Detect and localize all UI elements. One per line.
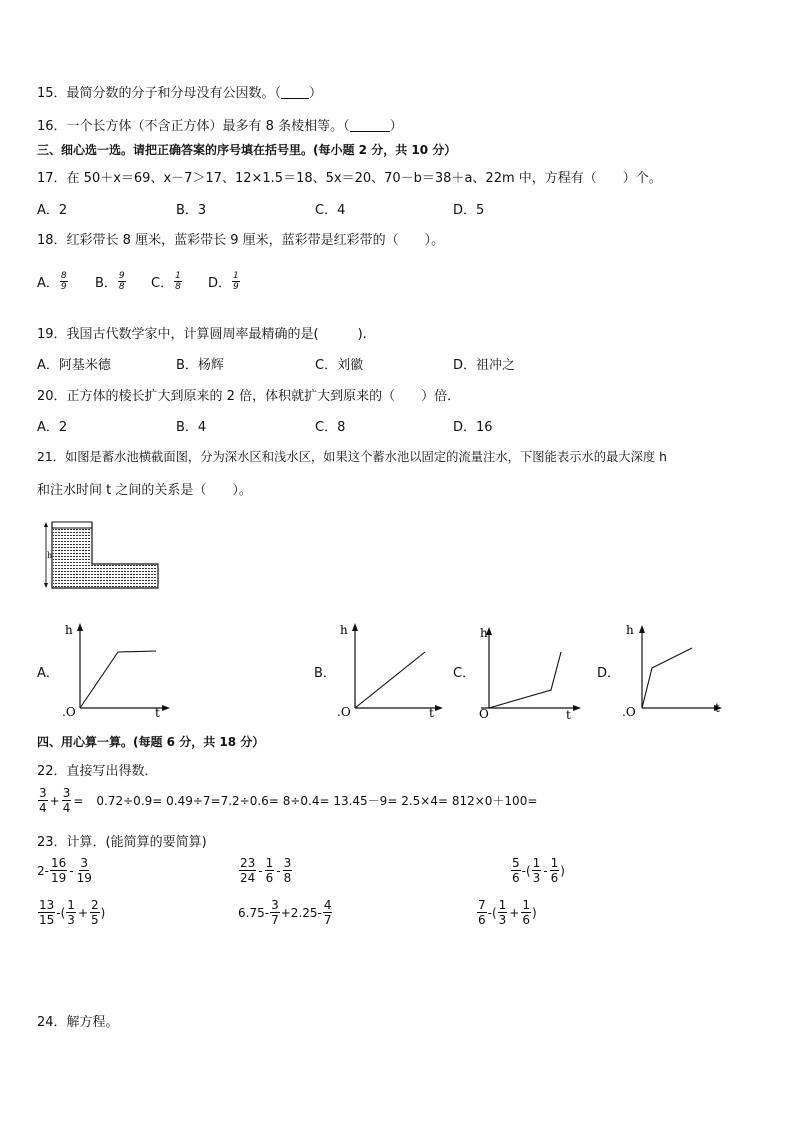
question-23: 23．计算．(能简算的要简算) <box>37 835 207 850</box>
q23-expression-5: 6.75- $\frac{3}{7}$ +2.25- $\frac{4}{7}$ <box>238 898 332 927</box>
q18-option-a[interactable]: A． $\frac{8}{9}$ <box>37 271 67 292</box>
question-21-line2: 和注水时间 t 之间的关系是（ ）。 <box>37 483 252 498</box>
origin-label: .O <box>62 705 76 719</box>
q18-option-d[interactable]: D． $\frac{1}{9}$ <box>208 271 239 292</box>
q17-option-c[interactable]: C．4 <box>315 203 346 218</box>
q17-option-a[interactable]: A．2 <box>37 203 68 218</box>
origin-label: .O <box>337 705 351 719</box>
q20-option-b[interactable]: B．4 <box>176 420 207 435</box>
q19-option-c[interactable]: C．刘徽 <box>315 358 364 373</box>
q19-option-a[interactable]: A．阿基米德 <box>37 358 111 373</box>
q23-expression-6: $\frac{7}{6}$ -( $\frac{1}{3}$ + $\frac{1}{6}$ ) <box>478 898 537 927</box>
q21-option-c-label[interactable]: C． <box>453 666 476 681</box>
section-4-title: 四、用心算一算。(每题 6 分，共 18 分） <box>37 735 265 749</box>
x-axis-label: t <box>715 701 720 715</box>
q23-expression-3: $\frac{5}{6}$ -( $\frac{1}{3}$ - $\frac{1}{6}$ ) <box>512 856 565 885</box>
section-3-title: 三、细心选一选。请把正确答案的序号填在括号里。(每小题 2 分，共 10 分） <box>37 143 457 157</box>
q23-expression-1: 2- $\frac{16}{19}$ - $\frac{3}{19}$ <box>37 856 92 885</box>
question-24: 24．解方程。 <box>37 1015 119 1030</box>
q20-option-a[interactable]: A．2 <box>37 420 68 435</box>
q17-option-d[interactable]: D．5 <box>453 203 485 218</box>
y-axis-label: h <box>626 623 634 637</box>
q23-expression-4: $\frac{13}{15}$ -( $\frac{1}{3}$ + $\frac{2}{5}$ ) <box>39 898 106 927</box>
q18-option-c[interactable]: C． $\frac{1}{8}$ <box>151 271 181 292</box>
q17-option-b[interactable]: B．3 <box>176 203 207 218</box>
question-20: 20．正方体的棱长扩大到原来的 2 倍，体积就扩大到原来的（ ）倍． <box>37 389 461 404</box>
q18-option-b[interactable]: B． $\frac{9}{8}$ <box>95 271 125 292</box>
pool-cross-section-figure <box>40 520 162 592</box>
x-axis-label: t <box>155 706 160 720</box>
q21-graph-a[interactable] <box>60 620 170 720</box>
y-axis-label: h <box>65 623 73 637</box>
pool-h-label: h <box>47 551 53 560</box>
q22-expressions: $\frac{3}{4}$ + $\frac{3}{4}$ = 0.72÷0.9= 0.49÷7=7.2÷0.6= 8÷0.4= 13.45－9= 2.5×4= 812×0＋100= <box>39 786 538 815</box>
question-16: 16．一个长方体（不含正方体）最多有 8 条棱相等。（ ） <box>37 119 403 134</box>
q21-option-b-label[interactable]: B． <box>314 666 336 681</box>
origin-label: O <box>479 707 489 720</box>
question-17: 17．在 50＋x＝69、x－7＞17、12×1.5＝18、5x＝20、70－b＝38＋a、22m 中，方程有（ ）个。 <box>37 171 662 186</box>
y-axis-label: h <box>480 626 488 640</box>
q21-option-d-label[interactable]: D． <box>597 666 621 681</box>
question-18: 18．红彩带长 8 厘米，蓝彩带长 9 厘米，蓝彩带是红彩带的（ ）。 <box>37 233 445 248</box>
question-15: 15．最简分数的分子和分母没有公因数。（ ） <box>37 86 323 101</box>
question-19: 19．我国古代数学家中，计算圆周率最精确的是( ). <box>37 327 367 342</box>
q21-graph-b[interactable] <box>335 620 445 720</box>
answer-blank[interactable] <box>350 119 390 132</box>
q19-option-d[interactable]: D．祖冲之 <box>453 358 516 373</box>
q23-expression-2: $\frac{23}{24}$ - $\frac{1}{6}$ - $\frac{3}{8}$ <box>240 856 292 885</box>
q19-option-b[interactable]: B．杨辉 <box>176 358 224 373</box>
x-axis-label: t <box>566 708 571 720</box>
x-axis-label: t <box>429 706 434 720</box>
y-axis-label: h <box>340 623 348 637</box>
question-21-line1: 21．如图是蓄水池横截面图，分为深水区和浅水区，如果这个蓄水池以固定的流量注水，下图能表示水的最大深度 h <box>37 450 667 464</box>
answer-blank[interactable] <box>281 86 309 99</box>
question-22: 22．直接写出得数． <box>37 764 158 779</box>
q21-graph-c[interactable] <box>475 620 585 720</box>
q21-option-a-label[interactable]: A． <box>37 666 59 681</box>
q20-option-d[interactable]: D．16 <box>453 420 493 435</box>
origin-label: .O <box>622 705 636 719</box>
q21-graph-d[interactable] <box>620 620 730 720</box>
q20-option-c[interactable]: C．8 <box>315 420 346 435</box>
